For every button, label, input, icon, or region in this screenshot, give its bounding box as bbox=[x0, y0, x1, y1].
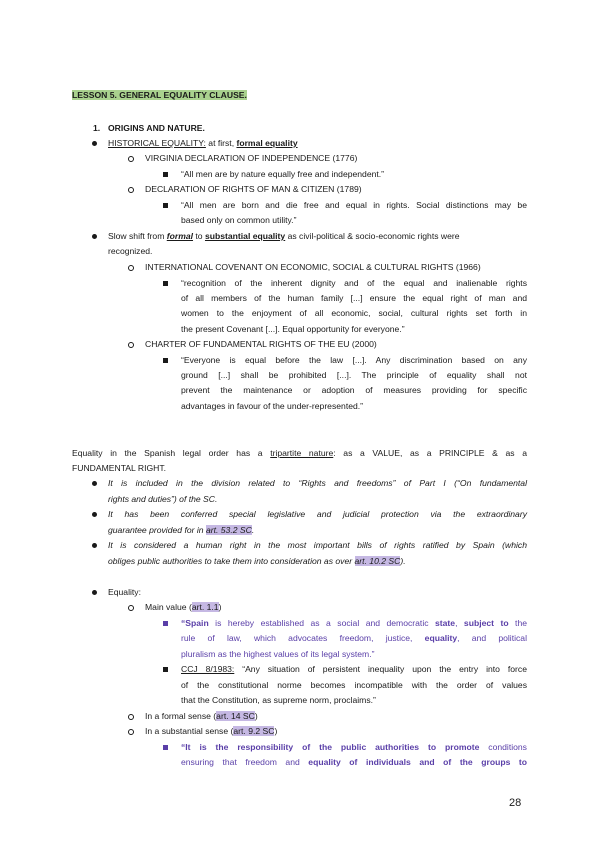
section-number: 1. bbox=[93, 123, 101, 133]
tripartite-b1-l1: It is included in the division related to “Rights and freedoms” of Part I (“On fundamental bbox=[108, 478, 527, 488]
spain-c: state bbox=[435, 618, 456, 628]
tripartite-line-2: FUNDAMENTAL RIGHT. bbox=[72, 463, 167, 473]
equality-label: Equality: bbox=[108, 587, 141, 597]
covenant-title: INTERNATIONAL COVENANT ON ECONOMIC, SOCIAL & CULTURAL RIGHTS (1966) bbox=[145, 262, 481, 272]
historical-label: HISTORICAL EQUALITY: bbox=[108, 138, 206, 148]
lesson-title-text: LESSON 5. GENERAL EQUALITY CLAUSE. bbox=[72, 90, 247, 100]
shift-line-1 bbox=[108, 230, 460, 242]
spain-e: subject to bbox=[463, 618, 509, 628]
tripartite-b2-l1: It has been conferred special legislative and judicial protection via the extraordinary bbox=[108, 509, 527, 519]
formal-emph: formal bbox=[166, 231, 194, 241]
bullet-circle bbox=[128, 265, 134, 271]
substantial-post: ) bbox=[274, 726, 278, 736]
shift-pre: Slow shift from bbox=[108, 231, 167, 241]
tripartite-pre: Equality in the Spanish legal order has a bbox=[72, 448, 271, 458]
charter-quote-l1: “Everyone is equal before the law [...]. Any discrimination based on any bbox=[181, 355, 527, 365]
ref-art-9-2: art. 9.2 SC bbox=[233, 726, 275, 736]
b3-post: ). bbox=[400, 556, 406, 566]
spain-quote-l3: pluralism as the highest values of its legal system.” bbox=[181, 649, 375, 659]
b2-pre: guarantee provided for in bbox=[108, 525, 206, 535]
b3-pre: obliges public authorities to take them into consideration as over bbox=[108, 556, 355, 566]
bullet-square bbox=[163, 621, 168, 626]
page-number: 28 bbox=[509, 797, 522, 809]
ccj-line-3: that the Constitution, as supreme norm, proclaims.” bbox=[181, 695, 376, 705]
bullet-dot bbox=[92, 512, 97, 517]
bullet-circle bbox=[128, 187, 134, 193]
bullet-dot bbox=[92, 590, 97, 595]
ref-art-10-2: art. 10.2 SC bbox=[354, 556, 401, 566]
shift-to: to bbox=[193, 231, 205, 241]
rights-of-man-quote-l2: based only on common utility.” bbox=[181, 215, 297, 225]
ccj-line-1 bbox=[181, 663, 527, 675]
bullet-dot bbox=[92, 481, 97, 486]
shift-line-2: recognized. bbox=[108, 246, 153, 256]
bullet-circle bbox=[128, 714, 134, 720]
tripartite-post: : as a VALUE, as a PRINCIPLE & as a bbox=[333, 448, 527, 458]
charter-title: CHARTER OF FUNDAMENTAL RIGHTS OF THE EU (2000) bbox=[145, 339, 377, 349]
substantial-sense-line bbox=[145, 725, 277, 737]
substantial-equality-emph: substantial equality bbox=[204, 231, 286, 241]
formal-sense-line bbox=[145, 710, 258, 722]
rights-of-man-quote-l1: “All men are born and die free and equal in rights. Social distinctions may be bbox=[181, 200, 527, 210]
tripartite-line-1 bbox=[72, 447, 527, 459]
bullet-square bbox=[163, 281, 168, 286]
ref-art-14: art. 14 SC bbox=[216, 711, 255, 721]
virginia-title: VIRGINIA DECLARATION OF INDEPENDENCE (1776) bbox=[145, 153, 358, 163]
historical-mid: at first, bbox=[205, 138, 237, 148]
main-value-pre: Main value ( bbox=[145, 602, 192, 612]
main-value-post: ) bbox=[218, 602, 222, 612]
tripartite-b2-l2 bbox=[108, 524, 254, 536]
responsibility-quote-l1 bbox=[181, 741, 527, 753]
bullet-square bbox=[163, 358, 168, 363]
ccj-l1: “Any situation of persistent inequality upon the entry into force bbox=[234, 664, 527, 674]
spain-l2-b: equality bbox=[424, 633, 458, 643]
bullet-dot bbox=[92, 543, 97, 548]
bullet-dot bbox=[92, 141, 97, 146]
spain-d: , bbox=[455, 618, 464, 628]
bullet-circle bbox=[128, 342, 134, 348]
spain-l2-a: rule of law, which advocates freedom, justice, bbox=[181, 633, 425, 643]
responsibility-quote-l2 bbox=[181, 756, 527, 768]
section-title: ORIGINS AND NATURE. bbox=[108, 123, 205, 133]
covenant-quote-l3: women to the enjoyment of all economic, social, cultural rights set forth in bbox=[181, 308, 527, 318]
formal-equality-emph: formal equality bbox=[236, 138, 298, 148]
tripartite-emph: tripartite nature bbox=[270, 448, 334, 458]
resp-l2-b: equality of individuals and of the groups to bbox=[308, 757, 527, 767]
ccj-line-2: of the constitutional norme becomes incompatible with the order of values bbox=[181, 680, 527, 690]
b2-post: . bbox=[251, 525, 255, 535]
bullet-circle bbox=[128, 605, 134, 611]
formal-pre: In a formal sense ( bbox=[145, 711, 217, 721]
ref-art-53-2: art. 53.2 SC bbox=[205, 525, 252, 535]
lesson-title bbox=[72, 89, 247, 101]
virginia-quote: “All men are by nature equally free and independent.” bbox=[181, 169, 385, 179]
bullet-square bbox=[163, 172, 168, 177]
charter-quote-l3: prevent the maintenance or adoption of measures providing for specific bbox=[181, 385, 527, 395]
charter-quote-l4: advantages in favour of the under-represented.” bbox=[181, 401, 364, 411]
spain-l2-c: , and political bbox=[457, 633, 527, 643]
tripartite-b3-l2 bbox=[108, 555, 406, 567]
spain-f: the bbox=[508, 618, 527, 628]
shift-post: as civil-political & socio-economic rights were bbox=[285, 231, 460, 241]
tripartite-b1-l2: rights and duties”) of the SC. bbox=[108, 494, 218, 504]
bullet-circle bbox=[128, 729, 134, 735]
rights-of-man-title: DECLARATION OF RIGHTS OF MAN & CITIZEN (1789) bbox=[145, 184, 362, 194]
charter-quote-l2: ground [...] shall be prohibited [...]. The principle of equality shall not bbox=[181, 370, 527, 380]
resp-b: responsibility of the public authorities to promote bbox=[237, 742, 480, 752]
covenant-quote-l4: the present Covenant [...]. Equal opportunity for everyone.” bbox=[181, 324, 405, 334]
spain-b: is hereby established as a social and democratic bbox=[208, 618, 435, 628]
formal-post: ) bbox=[254, 711, 258, 721]
covenant-quote-l1: “recognition of the inherent dignity and of the equal and inalienable rights bbox=[181, 278, 527, 288]
spain-quote-l2 bbox=[181, 632, 527, 644]
bullet-square bbox=[163, 667, 168, 672]
covenant-quote-l2: of all members of the human family [...] ensure the equal right of man and bbox=[181, 293, 527, 303]
spain-quote-l1 bbox=[181, 617, 527, 629]
bullet-square bbox=[163, 745, 168, 750]
resp-a: “It is the bbox=[181, 742, 238, 752]
tripartite-b3-l1: It is considered a human right in the most important bills of rights ratified by Spain (which bbox=[108, 540, 527, 550]
resp-l2-a: ensuring that freedom and bbox=[181, 757, 309, 767]
bullet-circle bbox=[128, 156, 134, 162]
ref-art-1-1: art. 1.1 bbox=[191, 602, 219, 612]
resp-c: conditions bbox=[479, 742, 527, 752]
ccj-label: CCJ 8/1983: bbox=[181, 664, 235, 674]
main-value-line bbox=[145, 601, 221, 613]
bullet-dot bbox=[92, 234, 97, 239]
substantial-pre: In a substantial sense ( bbox=[145, 726, 234, 736]
spain-a: “Spain bbox=[181, 618, 209, 628]
historical-equality-line bbox=[108, 137, 298, 149]
bullet-square bbox=[163, 203, 168, 208]
